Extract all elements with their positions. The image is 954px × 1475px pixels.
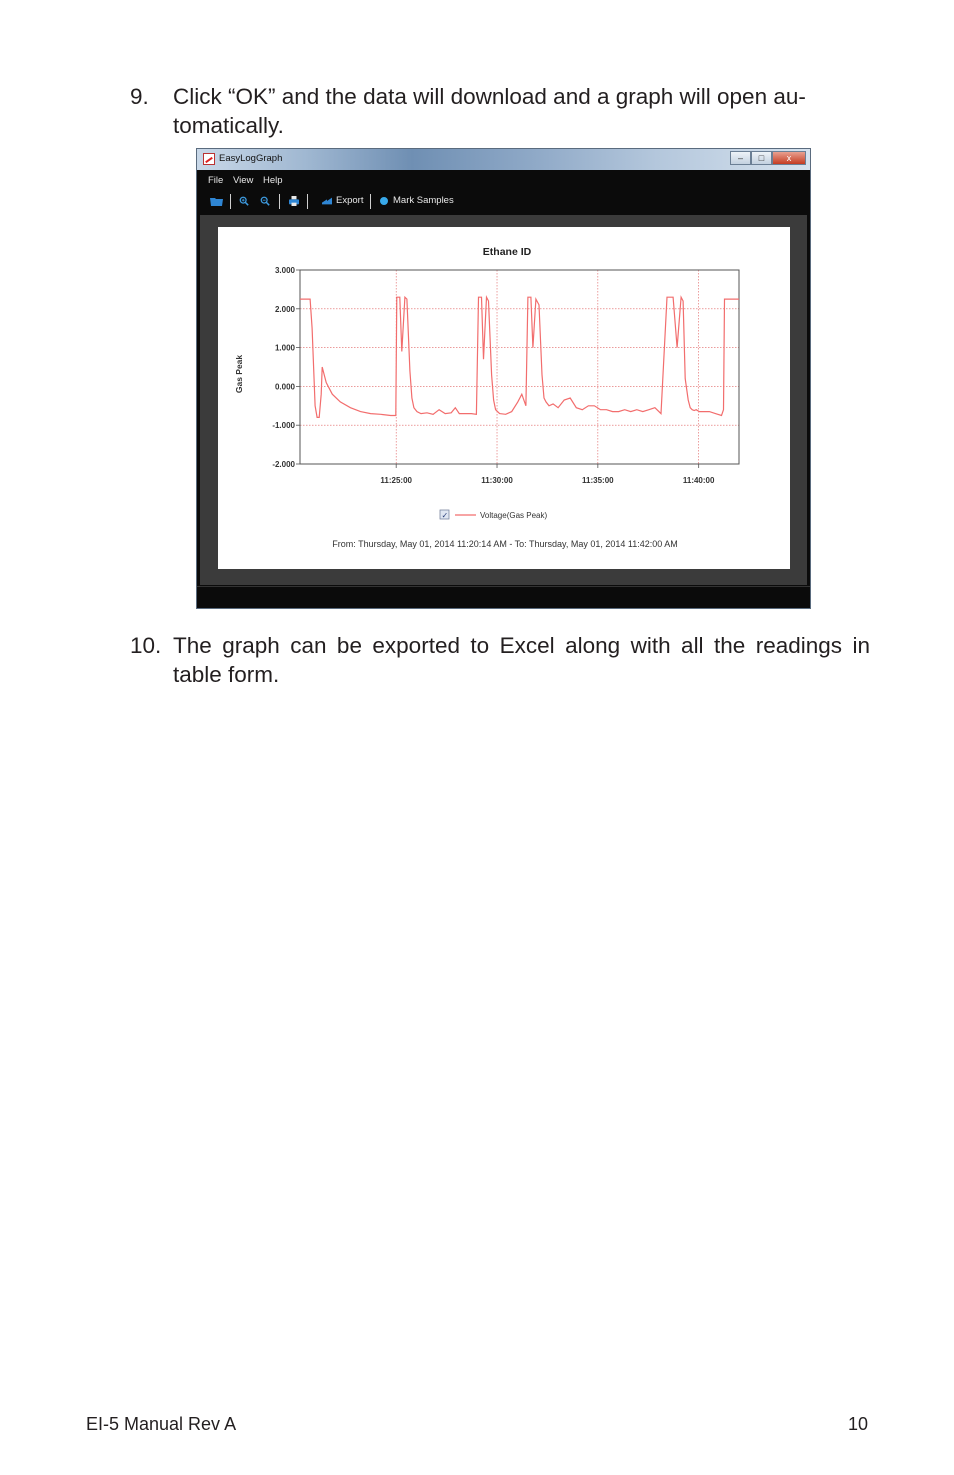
- maximize-button[interactable]: □: [751, 151, 772, 165]
- check-icon: ✓: [441, 511, 449, 520]
- y-axis: [272, 266, 300, 469]
- chart-title: Ethane ID: [482, 246, 532, 258]
- step-number: 9.: [130, 84, 149, 109]
- x-tick-label: 11:30:00: [481, 476, 513, 485]
- app-icon: [203, 153, 215, 165]
- date-range-text: From: Thursday, May 01, 2014 11:20:14 AM - To: Thursday, May 01, 2014 11:42:00 AM: [332, 539, 678, 549]
- page-number: 10: [847, 1414, 868, 1434]
- print-icon[interactable]: [288, 196, 300, 206]
- step-number: 10.: [130, 633, 162, 658]
- step-text: The graph can be exported to Excel along with all the readings in table form.: [173, 633, 870, 687]
- minimize-button[interactable]: –: [730, 151, 751, 165]
- y-tick-label: -2.000: [272, 460, 295, 469]
- menu-bar: [197, 170, 810, 190]
- x-tick-label: 11:25:00: [380, 476, 412, 485]
- gas-peak-chart[interactable]: [218, 227, 790, 569]
- y-tick-label: 2.000: [274, 304, 295, 314]
- y-axis-label: Gas Peak: [234, 354, 244, 394]
- toolbar: [197, 190, 810, 212]
- close-button[interactable]: x: [772, 151, 806, 165]
- easyloggraph-window: [196, 148, 811, 609]
- chart-paper: [218, 227, 790, 569]
- step-10: [130, 631, 870, 689]
- x-axis: [380, 464, 715, 485]
- chart-area: [200, 215, 807, 585]
- footer-manual-title: EI-5 Manual Rev A: [86, 1414, 237, 1434]
- y-tick-label: 0.000: [274, 382, 295, 392]
- toolbar-separator: [370, 194, 371, 209]
- legend[interactable]: [440, 510, 547, 520]
- menu-help[interactable]: Help: [263, 175, 283, 186]
- y-tick-label: 3.000: [274, 266, 295, 275]
- x-tick-label: 11:35:00: [582, 476, 614, 485]
- x-tick-label: 11:40:00: [682, 476, 715, 485]
- toolbar-separator: [230, 194, 231, 209]
- toolbar-separator: [279, 194, 280, 209]
- toolbar-separator: [307, 194, 308, 209]
- mark-samples-icon[interactable]: [379, 196, 389, 206]
- menu-view[interactable]: View: [233, 175, 254, 186]
- y-tick-label: -1.000: [272, 421, 295, 431]
- step-text: Click “OK” and the data will download and a graph will open au- tomatically.: [173, 84, 806, 138]
- title-bar[interactable]: [197, 149, 810, 170]
- menu-file[interactable]: File: [208, 175, 224, 186]
- export-icon[interactable]: [321, 196, 333, 206]
- status-bar: [197, 586, 810, 609]
- step-9: [130, 82, 870, 140]
- y-tick-label: 1.000: [274, 343, 295, 353]
- mark-samples-button[interactable]: Mark Samples: [393, 195, 454, 206]
- zoom-out-icon[interactable]: [259, 196, 271, 206]
- export-button[interactable]: Export: [336, 195, 364, 206]
- window-title: EasyLogGraph: [219, 153, 283, 164]
- series-line-voltage: [300, 297, 739, 417]
- zoom-in-icon[interactable]: [238, 196, 250, 206]
- open-icon[interactable]: [210, 196, 224, 206]
- legend-label: Voltage(Gas Peak): [480, 511, 548, 520]
